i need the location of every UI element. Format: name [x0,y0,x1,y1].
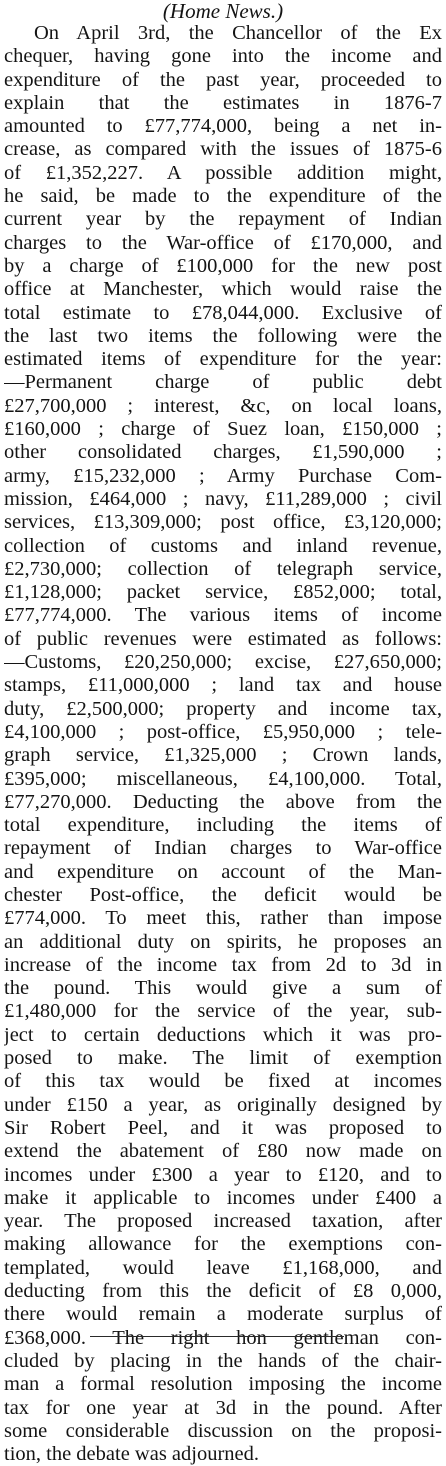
article-body [4,22,442,1466]
article-line: chester Post-office, the deficit would be [4,883,442,906]
article-line: army, £15,232,000 ; Army Purchase Com- [4,464,442,487]
article-line: extend the abatement of £80 now made on [4,1140,442,1163]
article-line: Sir Robert Peel, and it was proposed to [4,1116,442,1139]
article-line: £160,000 ; charge of Suez loan, £150,000 ; [4,418,442,441]
article-line: duty, £2,500,000; property and income tax, [4,697,442,720]
article-line: estimated items of expenditure for the year: [4,348,442,371]
article-line: services, £13,309,000; post office, £3,120,000; [4,511,442,534]
article-line: expenditure of the past year, proceeded to [4,68,442,91]
article-line: year. The proposed increased taxation, after [4,1210,442,1233]
article-line: mission, £464,000 ; navy, £11,289,000 ; civil [4,487,442,510]
article-line: £27,700,000 ; interest, &c, on local loans, [4,394,442,417]
article-line: deducting from this the deficit of £8 0,000, [4,1280,442,1303]
article-line: other consolidated charges, £1,590,000 ; [4,441,442,464]
article-line-final: tion, the debate was adjourned. [4,1443,260,1466]
article-line: chequer, having gone into the income and [4,45,442,68]
article-line: there would remain a moderate surplus of [4,1303,442,1326]
article-line: total estimate to £78,044,000. Exclusive of [4,301,442,324]
article-line: crease, as compared with the issues of 1875-6 [4,138,442,161]
article-line: incomes under £300 a year to £120, and to [4,1163,442,1186]
article-line: ject to certain deductions which it was pro- [4,1023,442,1046]
article-line: he said, be made to the expenditure of the [4,185,442,208]
article-line: charges to the War-office of £170,000, and [4,231,442,254]
article-line: £1,128,000; packet service, £852,000; total, [4,581,442,604]
article-line: explain that the estimates in 1876-7 [4,91,442,114]
article-line: amounted to £77,774,000, being a net in- [4,115,442,138]
article-line: increase of the income tax from 2d to 3d in [4,953,442,976]
article-line: of £1,352,227. A possible addition might, [4,161,442,184]
article-line: £1,480,000 for the service of the year, sub- [4,1000,442,1023]
article-line: total expenditure, including the items of [4,814,442,837]
article-line: templated, would leave £1,168,000, and [4,1256,442,1279]
article-line: —Permanent charge of public debt [4,371,442,394]
article-line: man a formal resolution imposing the income [4,1373,442,1396]
article-line: —Customs, £20,250,000; excise, £27,650,000; [4,651,442,674]
article-line: £77,774,000. The various items of income [4,604,442,627]
article-line: On April 3rd, the Chancellor of the Ex [34,22,442,44]
article-line: £4,100,000 ; post-office, £5,950,000 ; tele- [4,720,442,743]
article-line: make it applicable to incomes under £400 a [4,1186,442,1209]
article-line: posed to make. The limit of exemption [4,1047,442,1070]
article-line: the pound. This would give a sum of [4,977,442,1000]
article-line: of this tax would be fixed at incomes [4,1070,442,1093]
article-line: £2,730,000; collection of telegraph service, [4,557,442,580]
article-line: graph service, £1,325,000 ; Crown lands, [4,744,442,767]
article-line: some considerable discussion on the proposi- [4,1419,442,1442]
article-line: cluded by placing in the hands of the chair- [4,1349,442,1372]
article-line: tax for one year at 3d in the pound. After [4,1396,442,1419]
article-line: of public revenues were estimated as follows: [4,627,442,650]
section-divider-rule [90,1336,344,1337]
article-line: making allowance for the exemptions con- [4,1233,442,1256]
article-line: repayment of Indian charges to War-office [4,837,442,860]
article-line: stamps, £11,000,000 ; land tax and house [4,674,442,697]
article-line: £77,270,000. Deducting the above from the [4,790,442,813]
article-line: £368,000. The right hon gentleman con- [4,1326,442,1349]
article-line: an additional duty on spirits, he proposes an [4,930,442,953]
article-line: collection of customs and inland revenue, [4,534,442,557]
article-line: and expenditure on account of the Man- [4,860,442,883]
article-line: by a charge of £100,000 for the new post [4,254,442,277]
article-line: current year by the repayment of Indian [4,208,442,231]
article-line: the last two items the following were the [4,324,442,347]
article-line: office at Manchester, which would raise the [4,278,442,301]
article-line: £395,000; miscellaneous, £4,100,000. Total, [4,767,442,790]
section-heading: (Home News.) [162,0,284,23]
article-line: £774,000. To meet this, rather than impose [4,907,442,930]
article-line: under £150 a year, as originally designed by [4,1093,442,1116]
news-column [4,0,442,1466]
